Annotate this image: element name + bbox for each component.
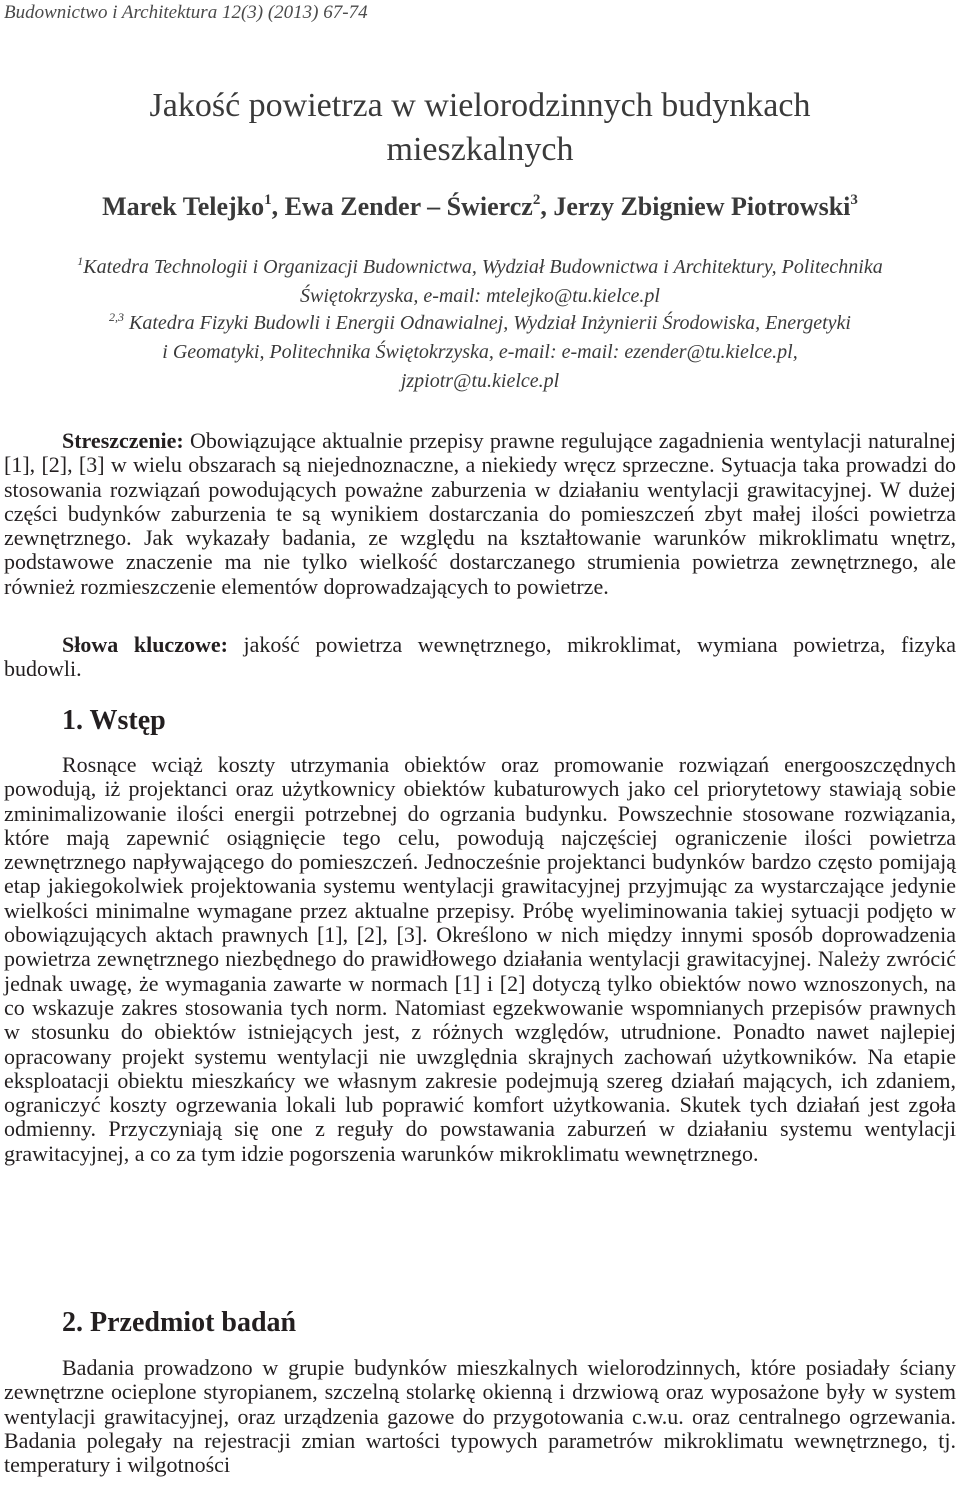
section-body: Badania prowadzono w grupie budynków mieszkalnych wielorodzinnych, które posiadały ściany zewnętrzne ocieplone styropianem, szczelną stolarkę okienną i drzwiową oraz wyposażone były w system wentylacji grawitacyjnej, oraz urządzenia gazowe do przygotowania c.w.u. oraz centralnego ogrzewania. Badania polegały na rejestracji zmian wartości typowych parametrów mikroklimatu wewnętrznego, tj. temperatury i wilgotności bbox=[4, 1355, 956, 1478]
author-name: Ewa Zender – Świercz bbox=[284, 192, 533, 221]
author-separator: , bbox=[540, 192, 554, 221]
running-head: Budownictwo i Architektura 12(3) (2013) 67-74 bbox=[4, 2, 368, 23]
author-separator: , bbox=[271, 192, 285, 221]
affiliation-line: Katedra Technologii i Organizacji Budownictwa, Wydział Budownictwa i Architektury, Politechnika bbox=[83, 256, 883, 278]
affiliation-line: jzpiotr@tu.kielce.pl bbox=[400, 370, 560, 392]
affiliation-mark: 2,3 bbox=[109, 310, 125, 324]
keywords-label: Słowa kluczowe: bbox=[62, 632, 228, 657]
section-body: Rosnące wciąż koszty utrzymania obiektów oraz promowanie rozwiązań energooszczędnych powodują, iż projektanci oraz użytkownicy obiektów kubaturowych jako cel priorytetowy stawiają sobie zminimalizowanie ilości energii potrzebnej do ogrzania budynku. Powszechnie stosowane rozwiązania, które mają zapewnić osiągnięcie tego celu, powodują najczęściej ograniczenie ilości powietrza zewnętrznego napływającego do pomieszczeń. Jednocześnie projektanci budynków bardzo często pomijają etap jakiegokolwiek projektowania systemu wentylacji grawitacyjnej przyjmując za wystarczające jedynie wielkości minimalne wymagane przez aktualne przepisy. Próbę wyeliminowania takiej sytuacji podjęto w obowiązujących aktach prawnych [1], [2], [3]. Określono w nich między innymi sposób doprowadzenia powietrza zewnętrznego niezbędnego do prawidłowego działania wentylacji grawitacyjnej. Należy zwrócić jednak uwagę, że wymagania zawarte w normach [1] i [2] dotyczą tylko obiektów nowo wznoszonych, na co wskazuje zakres stosowania tych norm. Natomiast egzekwowanie wspomnianych przepisów prawnych w stosunku do obiektów istniejących jest, z różnych względów, utrudnione. Ponadto nawet najlepiej opracowany projekt systemu wentylacji nie uwzględnia skrajnych zachowań użytkowników. Na etapie eksploatacji obiektu mieszkańcy we własnym zakresie podejmują szereg działań mających, ich zdaniem, ograniczyć koszty ogrzewania lokali lub poprawić komfort użytkowania. Skutek tych działań jest zgoła odmienny. Przyczyniają się one z reguły do powstawania zaburzeń w działaniu systemu wentylacji grawitacyjnej, a co za tym idzie pogorszenia warunków mikroklimatu wewnętrznego. bbox=[4, 752, 956, 1166]
affiliation-line: Katedra Fizyki Budowli i Energii Odnawialnej, Wydział Inżynierii Środowiska, Energetyki bbox=[124, 312, 851, 334]
author-affiliation-mark: 3 bbox=[850, 192, 858, 208]
section-heading: 2. Przedmiot badań bbox=[62, 1307, 297, 1338]
author-affiliation-mark: 1 bbox=[264, 192, 272, 208]
affiliation bbox=[0, 253, 960, 311]
title-line-2: mieszkalnych bbox=[386, 131, 574, 168]
abstract-label: Streszczenie: bbox=[62, 428, 184, 453]
keywords-text: jakość powietrza wewnętrznego, mikroklimat, wymiana powietrza, fizyka budowli. bbox=[4, 632, 956, 682]
author-affiliation-mark: 2 bbox=[532, 192, 541, 208]
affiliation-mark: 1 bbox=[77, 254, 84, 268]
author-list bbox=[0, 192, 960, 222]
keywords bbox=[4, 633, 956, 682]
abstract-text: Obowiązujące aktualnie przepisy prawne regulujące zagadnienia wentylacji naturalnej [1], [2], [3] w wielu obszarach są niejednoznaczne, a niekiedy wręcz sprzeczne. Sytuacja taka prowadzi do stosowania rozwiązań powodujących poważne zaburzenia w działaniu wentylacji grawitacyjnej. W dużej części budynków zaburzenia te są wynikiem dostarczania do pomieszczeń zbyt małej ilości powietrza zewnętrznego. Jak wykazały badania, ze względu na kształtowanie warunków mikroklimatu wnętrz, podstawowe znaczenie ma nie tylko wielkość dostarczanego strumienia powietrza zewnętrznego, ale również rozmieszczenie elementów doprowadzających to powietrze. bbox=[4, 428, 956, 599]
affiliation-line: Świętokrzyska, e-mail: mtelejko@tu.kielce.pl bbox=[300, 285, 660, 307]
author-name: Jerzy Zbigniew Piotrowski bbox=[553, 192, 851, 221]
title-line-1: Jakość powietrza w wielorodzinnych budynkach bbox=[149, 87, 811, 124]
author-name: Marek Telejko bbox=[102, 192, 265, 221]
abstract bbox=[4, 429, 956, 599]
section-heading: 1. Wstęp bbox=[62, 705, 166, 736]
article-title bbox=[0, 84, 960, 172]
affiliation bbox=[0, 309, 960, 396]
affiliation-line: i Geomatyki, Politechnika Świętokrzyska, e-mail: e-mail: ezender@tu.kielce.pl, bbox=[162, 341, 798, 363]
